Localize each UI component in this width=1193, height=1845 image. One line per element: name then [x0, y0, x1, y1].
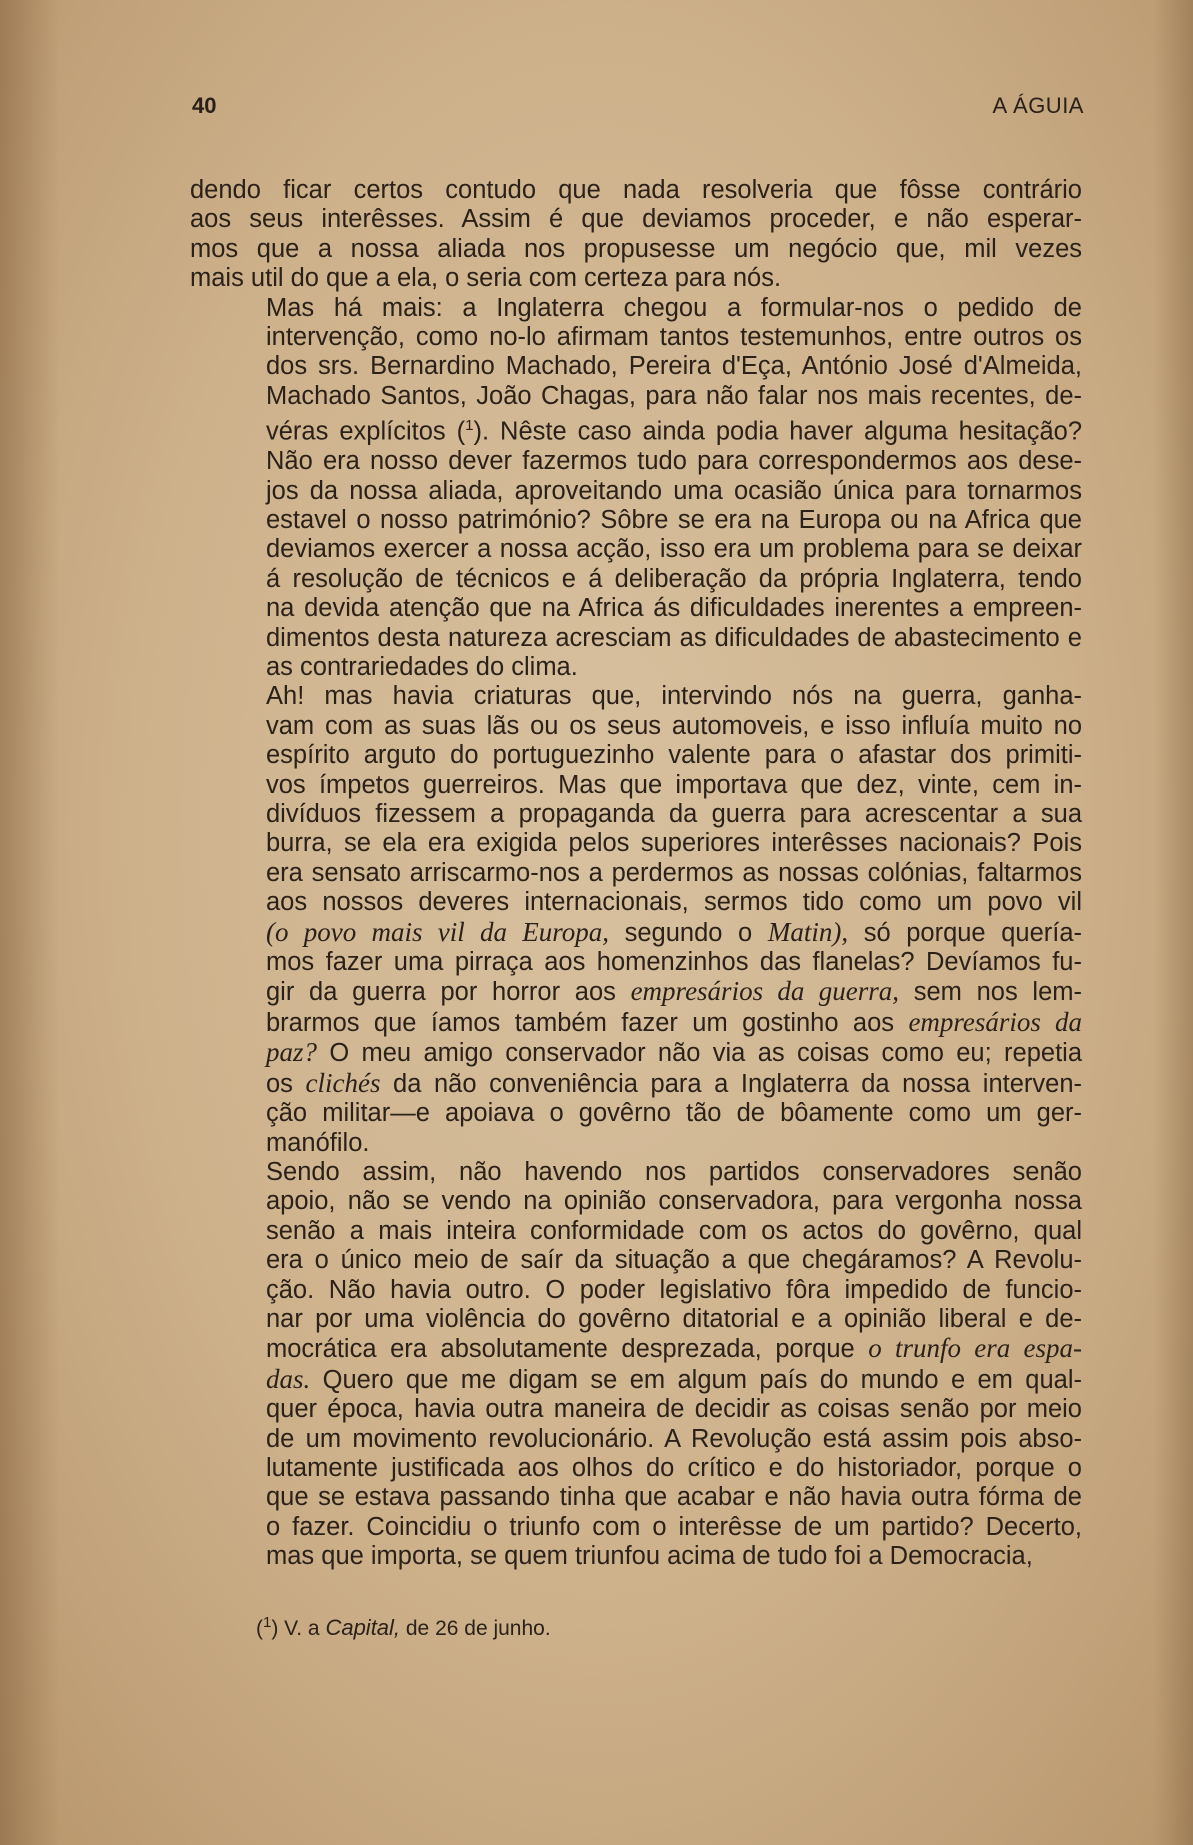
text-segment: dendo ficar certos contudo que nada resolveria que fôsse contrário: [190, 176, 1082, 204]
text-line: [190, 1217, 1082, 1246]
text-line: [190, 977, 1082, 1007]
text-line: [190, 506, 1082, 535]
text-line: [190, 948, 1082, 977]
text-segment: divíduos fizessem a propaganda da guerra para acrescentar a sua: [266, 800, 1082, 829]
text-line: [190, 477, 1082, 506]
text-segment: era sensato arriscarmo-nos a perdermos as nossas colónias, faltarmos: [266, 858, 1082, 887]
text-line: [190, 1246, 1082, 1275]
footnote-italic-title: Capital,: [325, 1615, 401, 1640]
text-segment: dos srs. Bernardino Machado, Pereira d'Eça, António José d'Almeida,: [266, 352, 1082, 381]
text-segment: era o único meio de saír da situação a que chegáramos? A Revolu-: [266, 1246, 1082, 1275]
text-segment: na devida atenção que na Africa ás dificuldades inerentes a empreen-: [266, 594, 1082, 623]
italic-segment: clichés: [305, 1067, 381, 1098]
text-line: [190, 1187, 1082, 1216]
paragraph: [190, 176, 1082, 294]
text-line: [190, 176, 1082, 205]
text-line: [190, 1305, 1082, 1334]
text-segment: brarmos que íamos também fazer um gostinho aos: [266, 1008, 909, 1037]
text-segment: intervenção, como no-lo afirmam tantos testemunhos, entre outros os: [266, 323, 1082, 352]
text-line: [190, 1069, 1082, 1099]
text-segment: Ah! mas havia criaturas que, intervindo nós na guerra, ganha-: [266, 682, 1082, 711]
paragraph: [190, 682, 1082, 1158]
text-segment: vam com as suas lãs ou os seus automoveis, e isso influía muito no: [266, 711, 1082, 740]
text-line: [190, 565, 1082, 594]
text-line: [190, 323, 1082, 352]
text-line: [190, 682, 1082, 711]
text-segment: só porque quería-: [848, 918, 1083, 947]
text-line: [190, 264, 1082, 293]
text-line: [190, 1129, 1082, 1158]
text-segment: véras explícitos (: [266, 417, 466, 446]
text-line: [190, 535, 1082, 564]
paragraph: [190, 1158, 1082, 1572]
text-segment: sem nos lem-: [899, 978, 1082, 1007]
italic-segment: empresários da: [908, 1006, 1082, 1037]
text-segment: da não conveniência para a Inglaterra da nossa interven-: [380, 1069, 1082, 1098]
text-line: [190, 447, 1082, 476]
italic-segment: das.: [266, 1363, 311, 1394]
text-segment: aos seus interêsses. Assim é que deviamos proceder, e não esperar-: [190, 205, 1082, 234]
paragraph: [190, 294, 1082, 683]
text-line: [190, 829, 1082, 858]
text-line: [190, 1099, 1082, 1128]
text-segment: os: [266, 1069, 306, 1098]
text-line: [190, 859, 1082, 888]
text-segment: senão a mais inteira conformidade com os actos do govêrno, qual: [266, 1216, 1082, 1245]
footnote-marker-number: 1: [263, 1614, 272, 1631]
text-segment: dimentos desta natureza acresciam as dificuldades de abastecimento e: [266, 623, 1082, 652]
text-line: [190, 624, 1082, 653]
text-segment: Não era nosso dever fazermos tudo para correspondermos aos dese-: [266, 447, 1082, 476]
text-segment: mos fazer uma pirraça aos homenzinhos das flanelas? Devíamos fu-: [266, 948, 1082, 977]
text-segment: Quero que me digam se em algum país do mundo e em qual-: [310, 1365, 1082, 1394]
italic-segment: Matin),: [767, 916, 849, 947]
text-segment: nar por uma violência do govêrno ditatorial e a opinião liberal e de-: [266, 1304, 1082, 1333]
text-line: [190, 235, 1082, 264]
text-segment: mocrática era absolutamente desprezada, porque: [266, 1335, 869, 1364]
text-segment: aos nossos deveres internacionais, sermos tido como um povo vil: [266, 888, 1082, 917]
text-segment: que se estava passando tinha que acabar e não havia outra fórma de: [266, 1483, 1082, 1512]
text-line: [190, 1483, 1082, 1512]
text-line: [190, 741, 1082, 770]
text-segment: Mas há mais: a Inglaterra chegou a formular-nos o pedido de: [266, 293, 1082, 322]
footnote-text-after: de 26 de junho.: [400, 1617, 551, 1640]
italic-segment: (o povo mais vil da Europa,: [266, 916, 610, 947]
running-title: A ÁGUIA: [992, 93, 1084, 118]
page-header: [192, 93, 1084, 125]
text-line: [190, 1008, 1082, 1038]
text-segment: ). Nêste caso ainda podia haver alguma hesitação?: [473, 417, 1082, 446]
text-line: [190, 1158, 1082, 1187]
text-line: [190, 712, 1082, 741]
text-line: [190, 1365, 1082, 1395]
text-line: [190, 1038, 1082, 1068]
text-line: [190, 1454, 1082, 1483]
text-segment: espírito arguto do portuguezinho valente para o afastar dos primiti-: [266, 741, 1082, 770]
footnote-marker-open: (: [256, 1617, 263, 1640]
text-line: [190, 918, 1082, 948]
text-line: [190, 771, 1082, 800]
text-segment: burra, se ela era exigida pelos superiores interêsses nacionais? Pois: [266, 829, 1082, 858]
text-segment: as contrariedades do clima.: [266, 653, 578, 681]
page-number: 40: [192, 93, 217, 118]
text-line: [190, 1513, 1082, 1542]
text-line: [190, 205, 1082, 234]
text-segment: vos ímpetos guerreiros. Mas que importava que dez, vinte, cem in-: [266, 770, 1082, 799]
footnote-text-before: V. a: [278, 1617, 326, 1640]
text-line: [190, 594, 1082, 623]
text-segment: á resolução de técnicos e á deliberação da própria Inglaterra, tendo: [266, 564, 1082, 593]
text-segment: apoio, não se vendo na opinião conservadora, para vergonha nossa: [266, 1187, 1082, 1216]
text-segment: quer época, havia outra maneira de decidir as coisas senão por meio: [266, 1395, 1082, 1424]
text-line: [190, 653, 1082, 682]
footnote-marker-close: ): [271, 1617, 279, 1640]
text-segment: gir da guerra por horror aos: [266, 978, 631, 1007]
text-segment: segundo o: [609, 918, 768, 947]
text-segment: mos que a nossa aliada nos propusesse um negócio que, mil vezes: [190, 234, 1082, 263]
text-segment: de um movimento revolucionário. A Revolução está assim pois abso-: [266, 1424, 1082, 1453]
text-line: [190, 352, 1082, 381]
footnote-reference: 1: [465, 417, 474, 435]
text-line: [190, 1334, 1082, 1364]
text-segment: o fazer. Coincidiu o triunfo com o interêsse de um partido? Decerto,: [266, 1512, 1082, 1541]
text-segment: ção militar—e apoiava o govêrno tão de bôamente como um ger-: [266, 1099, 1082, 1128]
text-segment: mais util do que a ela, o seria com certeza para nós.: [190, 264, 782, 293]
text-line: [190, 411, 1082, 447]
text-line: [190, 1395, 1082, 1424]
italic-segment: paz?: [266, 1037, 318, 1068]
text-segment: estavel o nosso património? Sôbre se era na Europa ou na Africa que: [266, 505, 1082, 534]
body-text: [190, 176, 1082, 1572]
italic-segment: empresários da guerra,: [630, 976, 900, 1007]
text-line: [190, 382, 1082, 411]
text-segment: O meu amigo conservador não via as coisas como eu; repetia: [317, 1039, 1082, 1068]
text-line: [190, 1542, 1082, 1571]
text-segment: Machado Santos, João Chagas, para não falar nos mais recentes, de-: [266, 381, 1082, 410]
text-segment: jos da nossa aliada, aproveitando uma ocasião única para tornarmos: [266, 476, 1082, 505]
text-line: [190, 800, 1082, 829]
text-line: [190, 1276, 1082, 1305]
text-segment: Sendo assim, não havendo nos partidos conservadores senão: [266, 1157, 1082, 1186]
text-segment: mas que importa, se quem triunfou acima de tudo foi a Democracia,: [266, 1542, 1033, 1571]
text-segment: lutamente justificada aos olhos do crítico e do historiador, porque o: [266, 1453, 1082, 1482]
text-line: [190, 888, 1082, 917]
text-line: [190, 1425, 1082, 1454]
text-segment: manófilo.: [266, 1128, 370, 1157]
footnote: [256, 1614, 856, 1641]
text-segment: deviamos exercer a nossa acção, isso era um problema para se deixar: [266, 535, 1082, 564]
italic-segment: o trunfo era espa-: [868, 1333, 1083, 1364]
text-line: [190, 294, 1082, 323]
text-segment: ção. Não havia outro. O poder legislativo fôra impedido de funcio-: [266, 1275, 1082, 1304]
